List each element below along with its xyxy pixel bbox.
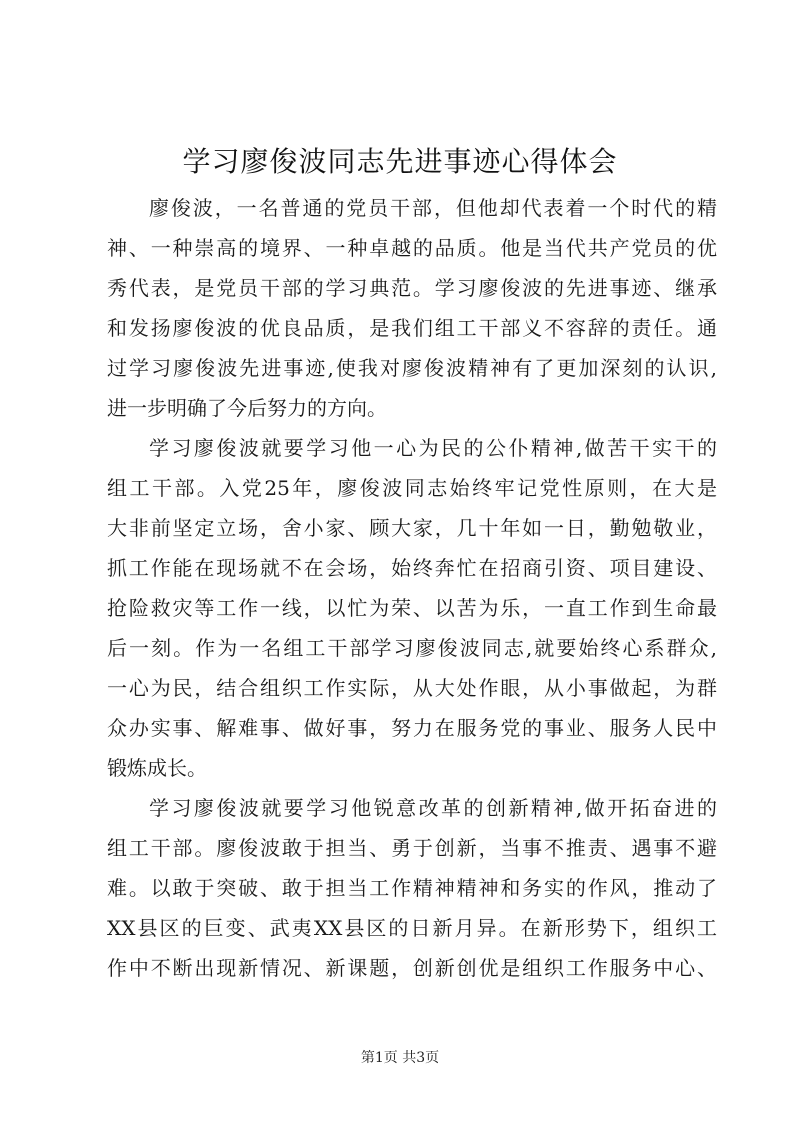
text-line: 进一步明确了今后努力的方向。 (107, 396, 387, 420)
text-line: 组工干部。廖俊波敢于担当、勇于创新，当事不推责、遇事不避 (107, 836, 717, 860)
text-line: 众办实事、解难事、做好事，努力在服务党的事业、服务人民中 (107, 716, 717, 740)
text-line: 廖俊波，一名普通的党员干部，但他却代表着一个时代的精 (149, 196, 717, 220)
text-line: 抓工作能在现场就不在会场，始终奔忙在招商引资、项目建设、 (107, 556, 717, 580)
document-title: 学习廖俊波同志先进事迹心得体会 (182, 145, 618, 178)
text-line: 大非前坚定立场，舍小家、顾大家，几十年如一日，勤勉敬业， (107, 516, 717, 540)
text-line: 锻炼成长。 (107, 756, 207, 780)
text-line: 学习廖俊波就要学习他锐意改革的创新精神,做开拓奋进的 (149, 796, 717, 820)
paragraph (107, 428, 717, 788)
document-body (107, 188, 717, 988)
text-line: 过学习廖俊波先进事迹,使我对廖俊波精神有了更加深刻的认识, (107, 356, 717, 380)
text-line: 抢险救灾等工作一线，以忙为荣、以苦为乐，一直工作到生命最 (107, 596, 717, 620)
text-line: 一心为民，结合组织工作实际，从大处作眼，从小事做起，为群 (107, 676, 717, 700)
paragraph (107, 788, 717, 988)
text-line: 难。以敢于突破、敢于担当工作精神精神和务实的作风，推动了 (107, 876, 717, 900)
text-line: 神、一种崇高的境界、一种卓越的品质。他是当代共产党员的优 (107, 236, 717, 260)
text-line: 作中不断出现新情况、新课题，创新创优是组织工作服务中心、 (107, 956, 717, 980)
text-line: 和发扬廖俊波的优良品质，是我们组工干部义不容辞的责任。通 (107, 316, 717, 340)
paragraph (107, 188, 717, 428)
page-number: 第1页 共3页 (360, 1050, 440, 1066)
text-line: 秀代表，是党员干部的学习典范。学习廖俊波的先进事迹、继承 (107, 276, 717, 300)
text-line: 学习廖俊波就要学习他一心为民的公仆精神,做苦干实干的 (149, 436, 717, 460)
text-line: 后一刻。作为一名组工干部学习廖俊波同志,就要始终心系群众, (107, 636, 717, 660)
text-line: 组工干部。入党25年，廖俊波同志始终牢记党性原则，在大是 (107, 476, 717, 500)
text-line: XX县区的巨变、武夷XX县区的日新月异。在新形势下，组织工 (107, 916, 717, 940)
